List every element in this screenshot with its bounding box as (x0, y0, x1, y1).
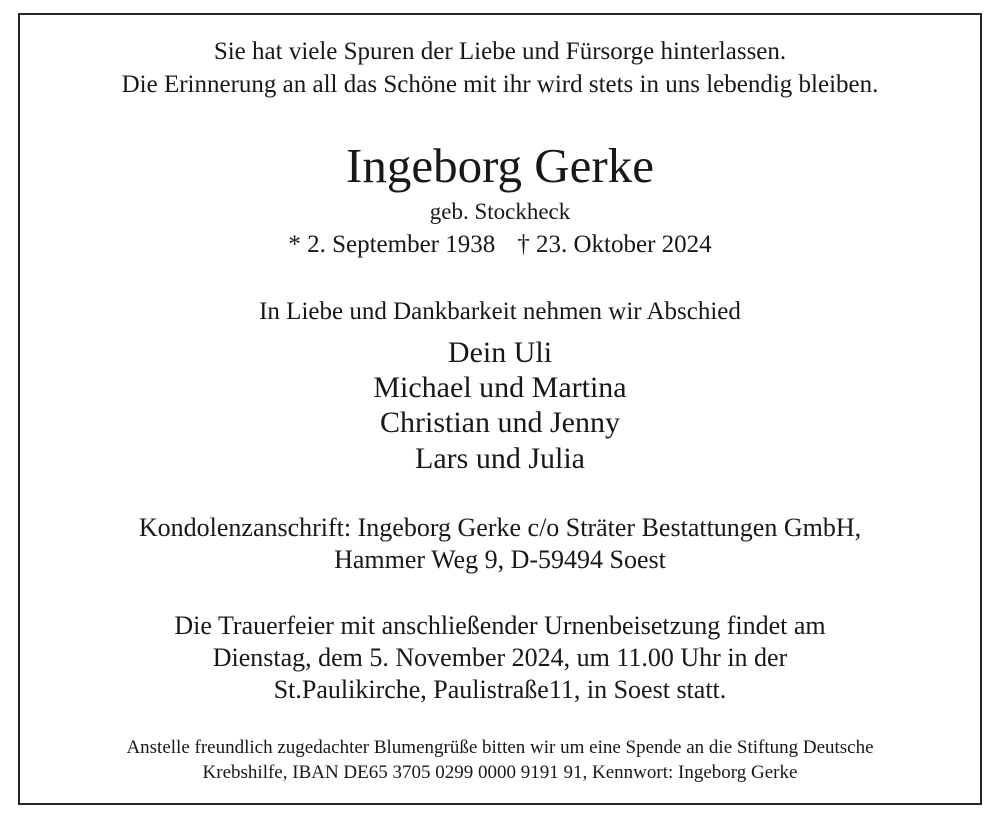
life-dates (0, 231, 1000, 259)
death-date: † 23. Oktober 2024 (517, 231, 712, 258)
birth-name: geb. Stockheck (429, 199, 571, 224)
intro-line-2: Die Erinnerung an all das Schöne mit ihr wird stets in uns lebendig bleiben. (121, 71, 879, 98)
condolence-address-line-1: Kondolenzanschrift: Ingeborg Gerke c/o Sträter Bestattungen GmbH, (138, 513, 862, 542)
family-member-2: Michael und Martina (373, 371, 627, 404)
intro-line-1: Sie hat viele Spuren der Liebe und Fürsorge hinterlassen. (213, 38, 787, 65)
family-member-3: Christian und Jenny (380, 406, 620, 439)
donation-line-1: Anstelle freundlich zugedachter Blumengrüße bitten wir um eine Spende an die Stiftung Deutsche (126, 737, 874, 758)
family-member-4: Lars und Julia (415, 442, 585, 475)
donation-line-2: Krebshilfe, IBAN DE65 3705 0299 0000 9191 91, Kennwort: Ingeborg Gerke (202, 762, 798, 783)
service-line-3: St.Paulikirche, Paulistraße11, in Soest statt. (273, 675, 727, 704)
family-member-1: Dein Uli (447, 336, 553, 369)
birth-date: * 2. September 1938 (288, 231, 496, 258)
deceased-name: Ingeborg Gerke (346, 138, 654, 193)
service-line-1: Die Trauerfeier mit anschließender Urnenbeisetzung findet am (174, 611, 826, 640)
condolence-address-line-2: Hammer Weg 9, D-59494 Soest (334, 545, 666, 574)
farewell-intro: In Liebe und Dankbarkeit nehmen wir Abschied (259, 298, 741, 325)
service-line-2: Dienstag, dem 5. November 2024, um 11.00 Uhr in der (212, 643, 788, 672)
